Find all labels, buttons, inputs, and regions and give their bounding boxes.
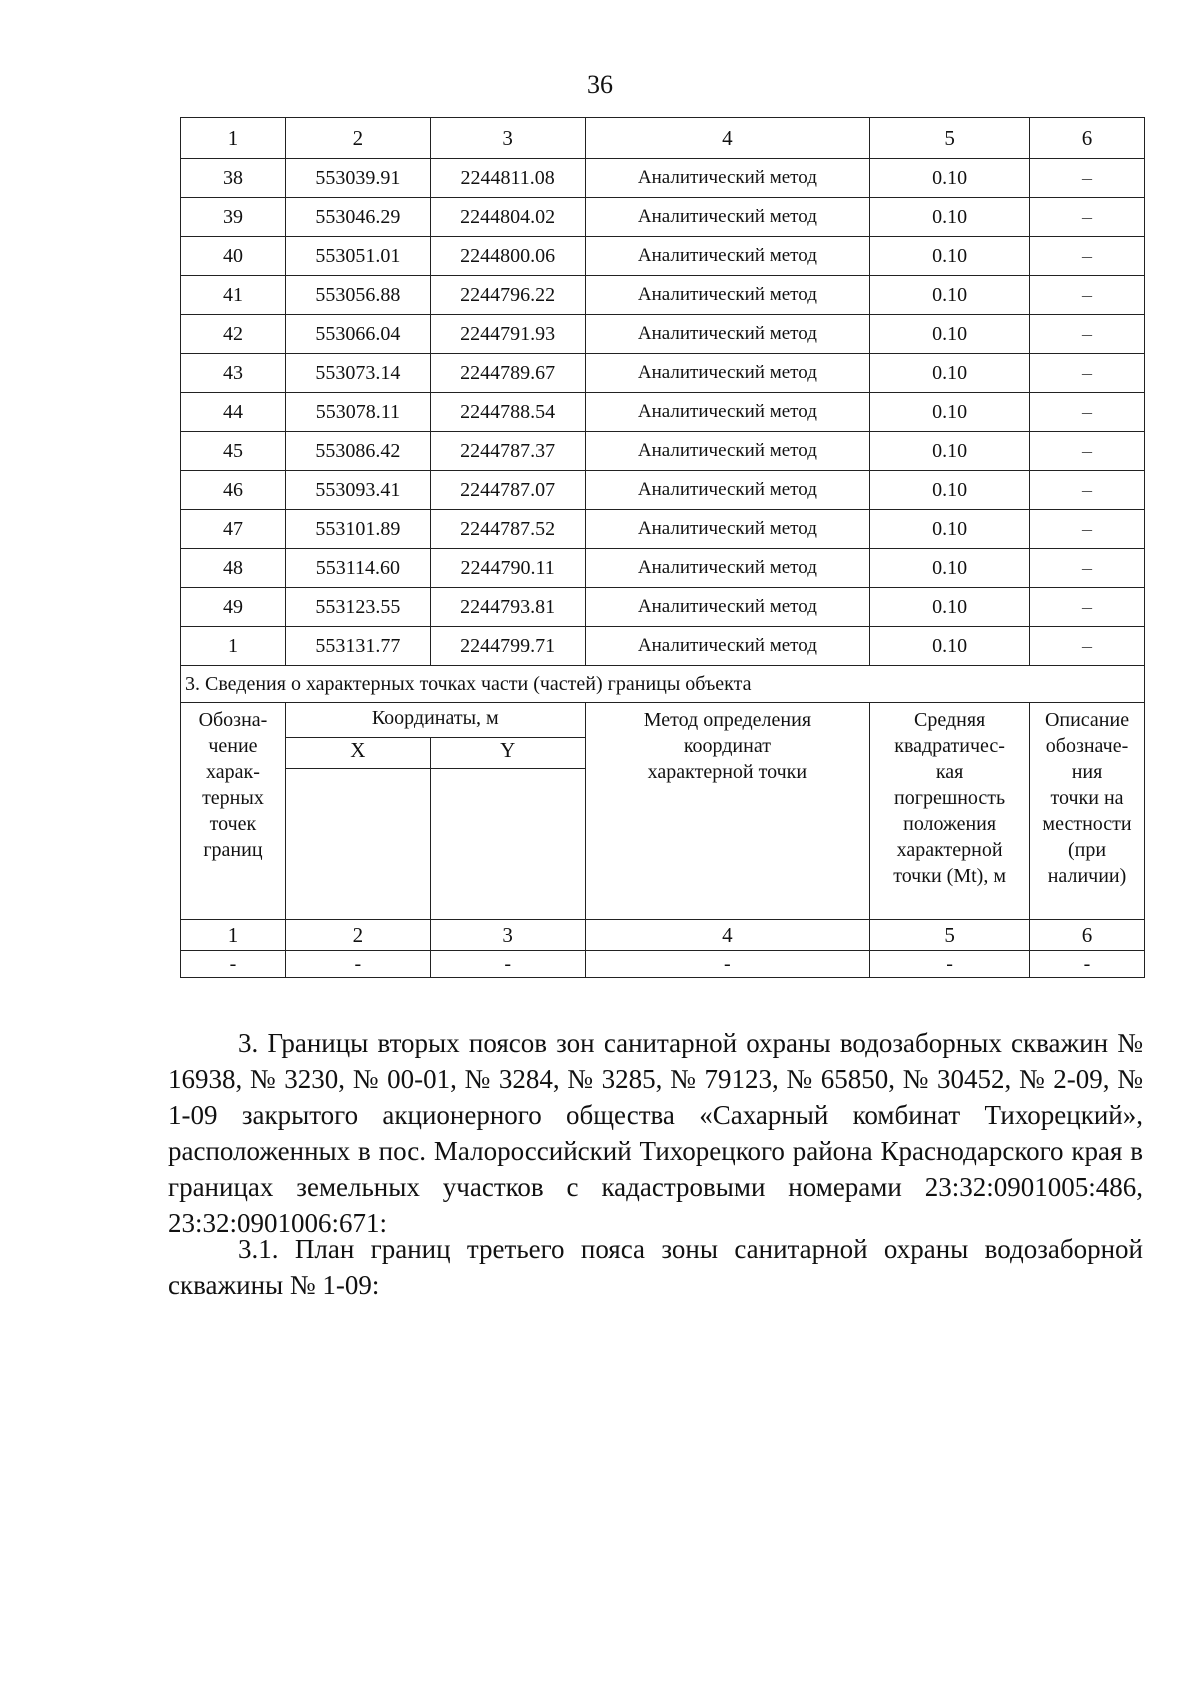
x-cell: 553086.42 [285, 432, 430, 471]
table-row [181, 159, 1145, 198]
table-row [181, 354, 1145, 393]
description-cell: – [1030, 549, 1145, 588]
point-cell: 42 [181, 315, 286, 354]
mt-cell: 0.10 [870, 432, 1030, 471]
mt-cell: 0.10 [870, 393, 1030, 432]
empty-cell: - [1030, 951, 1145, 978]
point-cell: 39 [181, 198, 286, 237]
method-cell: Аналитический метод [585, 237, 870, 276]
mt-cell: 0.10 [870, 276, 1030, 315]
x-cell: 553093.41 [285, 471, 430, 510]
description-cell: – [1030, 159, 1145, 198]
mt-cell: 0.10 [870, 471, 1030, 510]
y-cell: 2244800.06 [430, 237, 585, 276]
point-cell: 43 [181, 354, 286, 393]
description-cell: – [1030, 393, 1145, 432]
mt-cell: 0.10 [870, 315, 1030, 354]
column-number-row [181, 118, 1145, 159]
empty-cell: - [181, 951, 286, 978]
section-title: 3. Сведения о характерных точках части (частей) границы объекта [181, 666, 1145, 703]
table-row [181, 471, 1145, 510]
point-cell: 45 [181, 432, 286, 471]
y-cell: 2244791.93 [430, 315, 585, 354]
mt-cell: 0.10 [870, 627, 1030, 666]
x-cell: 553066.04 [285, 315, 430, 354]
table-row [181, 627, 1145, 666]
table-row [181, 432, 1145, 471]
column-number: 6 [1030, 118, 1145, 159]
point-cell: 46 [181, 471, 286, 510]
method-cell: Аналитический метод [585, 471, 870, 510]
method-cell: Аналитический метод [585, 276, 870, 315]
header-x-space [285, 769, 430, 920]
mt-cell: 0.10 [870, 237, 1030, 276]
method-cell: Аналитический метод [585, 627, 870, 666]
mt-cell: 0.10 [870, 510, 1030, 549]
method-cell: Аналитический метод [585, 510, 870, 549]
point-cell: 44 [181, 393, 286, 432]
method-cell: Аналитический метод [585, 549, 870, 588]
mt-cell: 0.10 [870, 159, 1030, 198]
column-number: 5 [870, 118, 1030, 159]
point-cell: 47 [181, 510, 286, 549]
description-cell: – [1030, 471, 1145, 510]
point-cell: 38 [181, 159, 286, 198]
point-cell: 41 [181, 276, 286, 315]
mt-cell: 0.10 [870, 354, 1030, 393]
y-cell: 2244789.67 [430, 354, 585, 393]
table-row [181, 549, 1145, 588]
method-cell: Аналитический метод [585, 588, 870, 627]
description-cell: – [1030, 588, 1145, 627]
empty-cell: - [585, 951, 870, 978]
table-row [181, 510, 1145, 549]
header-y: Y [430, 738, 585, 769]
y-cell: 2244804.02 [430, 198, 585, 237]
point-cell: 1 [181, 627, 286, 666]
description-cell: – [1030, 627, 1145, 666]
description-cell: – [1030, 432, 1145, 471]
description-cell: – [1030, 510, 1145, 549]
empty-cell: - [430, 951, 585, 978]
x-cell: 553046.29 [285, 198, 430, 237]
table-row [181, 198, 1145, 237]
table-row [181, 588, 1145, 627]
y-cell: 2244799.71 [430, 627, 585, 666]
y-cell: 2244796.22 [430, 276, 585, 315]
header-coordinates: Координаты, м [285, 703, 585, 738]
method-cell: Аналитический метод [585, 198, 870, 237]
description-cell: – [1030, 276, 1145, 315]
point-cell: 49 [181, 588, 286, 627]
x-cell: 553101.89 [285, 510, 430, 549]
table-row [181, 393, 1145, 432]
x-cell: 553039.91 [285, 159, 430, 198]
header-x: X [285, 738, 430, 769]
header-y-space [430, 769, 585, 920]
point-cell: 48 [181, 549, 286, 588]
header-description: Описание обозначе- ния точки на местности (при наличии) [1030, 703, 1145, 920]
x-cell: 553123.55 [285, 588, 430, 627]
description-cell: – [1030, 354, 1145, 393]
description-cell: – [1030, 198, 1145, 237]
x-cell: 553073.14 [285, 354, 430, 393]
method-cell: Аналитический метод [585, 354, 870, 393]
column-number: 2 [285, 118, 430, 159]
point-cell: 40 [181, 237, 286, 276]
y-cell: 2244790.11 [430, 549, 585, 588]
y-cell: 2244811.08 [430, 159, 585, 198]
column-number: 4 [585, 920, 870, 951]
coordinates-table [180, 117, 1145, 978]
description-cell: – [1030, 237, 1145, 276]
y-cell: 2244793.81 [430, 588, 585, 627]
empty-cell: - [870, 951, 1030, 978]
header-mt: Средняя квадратичес- кая погрешность положения характерной точки (Mt), м [870, 703, 1030, 920]
method-cell: Аналитический метод [585, 393, 870, 432]
method-cell: Аналитический метод [585, 432, 870, 471]
x-cell: 553114.60 [285, 549, 430, 588]
method-cell: Аналитический метод [585, 159, 870, 198]
column-number: 5 [870, 920, 1030, 951]
table-row [181, 315, 1145, 354]
method-cell: Аналитический метод [585, 315, 870, 354]
table-row [181, 276, 1145, 315]
section3-column-number-row [181, 920, 1145, 951]
header-method: Метод определения координат характерной точки [585, 703, 870, 920]
x-cell: 553051.01 [285, 237, 430, 276]
column-number: 4 [585, 118, 870, 159]
header-designation: Обозна- чение харак- терных точек границ [181, 703, 286, 920]
column-number: 3 [430, 118, 585, 159]
description-cell: – [1030, 315, 1145, 354]
column-number: 1 [181, 118, 286, 159]
y-cell: 2244787.37 [430, 432, 585, 471]
column-number: 6 [1030, 920, 1145, 951]
paragraph-3: 3. Границы вторых поясов зон санитарной охраны водозаборных скважин № 16938, № 3230, № 00-01, № 3284, № 3285, № 79123, № 65850, № 30452, № 2-09, № 1-09 закрытого акционерного общества «Сахарный комбинат Тихорецкий», расположенных в пос. Малороссийский Тихорецкого района Краснодарского края в границах земельных участков с кадастровыми номерами 23:32:0901005:486, 23:32:0901006:671: [168, 1028, 1143, 1238]
y-cell: 2244788.54 [430, 393, 585, 432]
mt-cell: 0.10 [870, 549, 1030, 588]
x-cell: 553078.11 [285, 393, 430, 432]
y-cell: 2244787.52 [430, 510, 585, 549]
column-number: 3 [430, 920, 585, 951]
section3-empty-row [181, 951, 1145, 978]
mt-cell: 0.10 [870, 588, 1030, 627]
x-cell: 553131.77 [285, 627, 430, 666]
mt-cell: 0.10 [870, 198, 1030, 237]
paragraph-3-1: 3.1. План границ третьего пояса зоны санитарной охраны водозаборной скважины № 1-09: [168, 1234, 1143, 1300]
empty-cell: - [285, 951, 430, 978]
y-cell: 2244787.07 [430, 471, 585, 510]
column-number: 2 [285, 920, 430, 951]
x-cell: 553056.88 [285, 276, 430, 315]
page-number: 36 [587, 70, 613, 99]
column-number: 1 [181, 920, 286, 951]
table-row [181, 237, 1145, 276]
